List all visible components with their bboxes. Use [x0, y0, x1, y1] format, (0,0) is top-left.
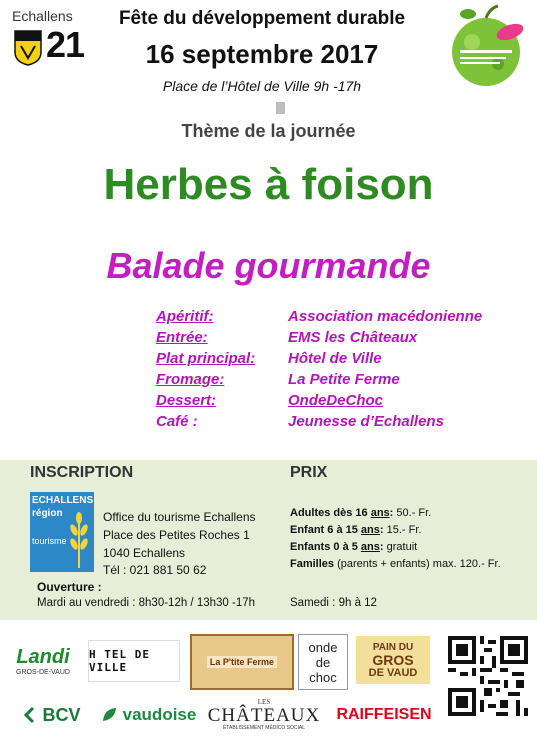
bcv-name: BCV [42, 704, 81, 725]
hotel-name: H TEL DE VILLE [89, 648, 150, 674]
onde-word: choc [309, 669, 337, 685]
price-label: Adultes dès 16 [290, 507, 371, 519]
tourisme-logo-line2: région [32, 508, 63, 519]
chateaux-small: LES [257, 698, 271, 706]
pain-du-gros-de-vaud-logo [356, 636, 430, 684]
menu-provider: OndeDeChoc [288, 392, 384, 409]
price-label: Enfants 0 à 5 [290, 541, 361, 553]
chateaux-sub: ÉTABLISSEMENT MÉDICO SOCIAL [222, 725, 306, 731]
event-place: Place de l’Hôtel de Ville 9h -17h [162, 78, 362, 94]
ouverture-saturday: Samedi : 9h à 12 [290, 597, 377, 609]
phone-line: Tél : 021 881 50 62 [103, 563, 207, 577]
menu-course: Café : [156, 413, 198, 430]
qr-code-icon [448, 636, 528, 716]
landi-logo [10, 635, 76, 687]
decorative-square [276, 102, 285, 114]
logo-number: 21 [46, 24, 85, 65]
bcv-logo [16, 701, 86, 729]
address-line: Office du tourisme Echallens [103, 510, 256, 524]
menu-course: Dessert: [156, 392, 217, 409]
pain-word: DE VAUD [368, 666, 418, 679]
price-colon: : [389, 507, 394, 519]
onde-word: de [315, 654, 331, 670]
menu-course: Fromage: [156, 371, 225, 388]
echallens-tourisme-logo [30, 492, 94, 572]
menu-provider: Association macédonienne [288, 308, 483, 325]
hotel-de-ville-logo [88, 640, 180, 682]
price-row [290, 541, 417, 553]
address-line: 1040 Echallens [103, 546, 186, 560]
event-title: Fête du développement durable [118, 8, 406, 29]
price-colon: : [379, 524, 384, 536]
address-line: Place des Petites Roches 1 [103, 528, 250, 542]
vaudoise-leaf-icon [100, 705, 120, 725]
ouverture-title: Ouverture : [37, 580, 102, 594]
menu-row [0, 329, 537, 350]
theme-title: Herbes à foison [103, 160, 434, 209]
menu-row [0, 350, 537, 371]
ferme-name: La P'tite Ferme [207, 656, 277, 668]
price-value: 50.- Fr. [393, 507, 432, 519]
tourisme-logo-line3: tourisme [32, 536, 67, 546]
raiffeisen-logo [330, 701, 438, 729]
ondedechoc-logo [298, 634, 348, 690]
price-label-unit: ans [360, 541, 380, 553]
echallens-shield-icon [14, 30, 42, 66]
vaudoise-logo [98, 701, 198, 729]
landi-name: Landi [16, 646, 70, 668]
bcv-arrow-icon [21, 706, 39, 724]
menu-provider: Jeunesse d’Echallens [288, 413, 444, 430]
menu-row [0, 392, 537, 413]
ouverture-weekdays: Mardi au vendredi : 8h30-12h / 13h30 -17h [37, 597, 256, 609]
la-ptite-ferme-logo [190, 634, 294, 690]
menu-row [0, 371, 537, 392]
wheat-icon [68, 510, 90, 568]
tourisme-logo-line1: ECHALLENS [32, 495, 94, 506]
vaudoise-name: vaudoise [122, 705, 197, 724]
menu-course: Entrée: [156, 329, 208, 346]
price-value: gratuit [383, 541, 418, 553]
price-row [290, 524, 421, 536]
inscription-title: INSCRIPTION [30, 464, 134, 481]
green-apple-icon [440, 2, 532, 92]
pain-word: GROS [372, 651, 414, 668]
menu-course: Plat principal: [156, 350, 256, 367]
les-chateaux-logo [205, 697, 323, 733]
price-row [290, 558, 501, 570]
menu-row [0, 308, 537, 329]
price-value: 15.- Fr. [383, 524, 422, 536]
price-value: (parents + enfants) max. 120.- Fr. [334, 558, 501, 570]
theme-subtitle: Balade gourmande [106, 245, 431, 286]
price-label-unit: ans [360, 524, 380, 536]
price-row [290, 507, 431, 519]
echallens-21-logo [10, 8, 90, 68]
onde-word: onde [308, 639, 338, 655]
price-label: Enfant 6 à 15 [290, 524, 361, 536]
prix-title: PRIX [290, 464, 328, 481]
menu-provider: EMS les Châteaux [288, 329, 418, 346]
landi-sub: GROS-DE-VAUD [16, 669, 70, 676]
logo-town-name: Echallens [12, 8, 73, 24]
chateaux-name: CHÂTEAUX [207, 705, 321, 726]
durable-event-logo [440, 2, 532, 92]
raiffeisen-name: RAIFFEISEN [336, 706, 432, 723]
price-label: Familles [290, 558, 335, 570]
qr-code[interactable] [448, 636, 528, 716]
price-label-unit: ans [370, 507, 390, 519]
event-date: 16 septembre 2017 [145, 39, 379, 69]
menu-provider: Hôtel de Ville [288, 350, 382, 367]
price-colon: : [379, 541, 384, 553]
menu-provider: La Petite Ferme [288, 371, 400, 388]
menu-row [0, 413, 537, 434]
menu-course: Apéritif: [156, 308, 214, 325]
theme-label: Thème de la journée [181, 121, 356, 141]
pain-word: PAIN DU [372, 641, 414, 653]
